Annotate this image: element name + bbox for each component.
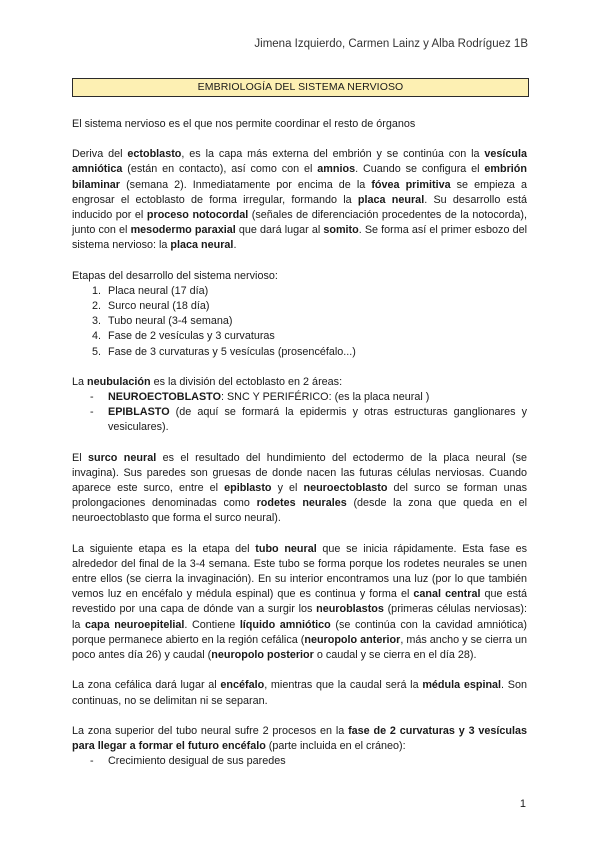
neubulacion-list [72, 390, 527, 436]
list-item: 2. Surco neural (18 día) [104, 299, 527, 314]
stages-intro: Etapas del desarrollo del sistema nervioso: [72, 269, 278, 282]
paragraph-zona-superior: La zona superior del tubo neural sufre 2 procesos en la fase de 2 curvaturas y 3 vesículas para llegar a formar el futuro encéfalo (parte incluida en el cráneo): [72, 724, 528, 752]
document-body [72, 117, 527, 769]
page-header: Jimena Izquierdo, Carmen Lainz y Alba Rodríguez 1B [254, 38, 528, 50]
page-number: 1 [519, 798, 526, 810]
neubulacion-paragraph: La neubulación es la división del ectoblasto en 2 áreas: [72, 375, 343, 388]
processes-list [72, 754, 527, 769]
paragraph-tubo-neural: La siguiente etapa es la etapa del tubo neural que se inicia rápidamente. Esta fase es alrededor del final de la 3-4 semana. Este tubo se forma porque los rodetes neurales se unen entre ellos (se cierra la invaginación). En su interior encontramos una luz (por lo que también vemos luz en encéfalo y médula espinal) que es continua y forma el canal central que está revestido por una capa de dónde van a surgir los neuroblastos (primeras células nerviosas): la capa neuroepitelial. Contiene líquido amniótico (se continúa con la cavidad amniótica) porque permanece abierto en la región cefálica (neuropolo anterior, más ancho y se cierra un poco antes día 26) y caudal (neuropolo posterior o caudal y se cierra en el día 28). [72, 542, 528, 662]
list-item: - Crecimiento desigual de sus paredes [72, 754, 527, 769]
paragraph-surco-neural: El surco neural es el resultado del hundimiento del ectodermo de la placa neural (se invagina). Sus paredes son gruesas de donde nacen las futuras células nerviosas. Cuando aparece este surco, entre el epiblasto y el neuroectoblasto del surco se forman unas prolongaciones denominadas como rodetes neurales (desde la zona que queda en el neuroectoblasto que forma el surco neural). [72, 451, 527, 525]
stages-list [72, 284, 527, 360]
document-title: EMBRIOLOGÍA DEL SISTEMA NERVIOSO [72, 78, 529, 97]
list-item: - EPIBLASTO (de aquí se formará la epidermis y otras estructuras ganglionares y vesiculares). [72, 405, 527, 435]
list-item: 5. Fase de 3 curvaturas y 5 vesículas (prosencéfalo...) [104, 345, 527, 360]
intro-paragraph: El sistema nervioso es el que nos permite coordinar el resto de órganos [72, 118, 416, 130]
list-item: - NEUROECTOBLASTO: SNC Y PERIFÉRICO: (es la placa neural ) [72, 390, 527, 405]
list-item: 4. Fase de 2 vesículas y 3 curvaturas [104, 329, 527, 344]
paragraph-ectoblasto: Deriva del ectoblasto, es la capa más externa del embrión y se continúa con la vesícula amniótica (están en contacto), así como con el amnios. Cuando se configura el embrión bilaminar (semana 2). Inmediatamente por encima de la fóvea primitiva se empieza a engrosar el ectoblasto de forma irregular, formando la placa neural. Su desarrollo está inducido por el proceso notocordal (señales de diferenciación procedentes de la notocorda), junto con el mesodermo paraxial que dará lugar al somito. Se forma así el primer esbozo del sistema nervioso: la placa neural. [72, 148, 527, 252]
paragraph-zona-cefalica: La zona cefálica dará lugar al encéfalo, mientras que la caudal será la médula espinal. Son continuas, no se delimitan ni se separan. [72, 679, 527, 707]
list-item: 1. Placa neural (17 día) [104, 284, 527, 299]
list-item: 3. Tubo neural (3-4 semana) [104, 314, 527, 329]
